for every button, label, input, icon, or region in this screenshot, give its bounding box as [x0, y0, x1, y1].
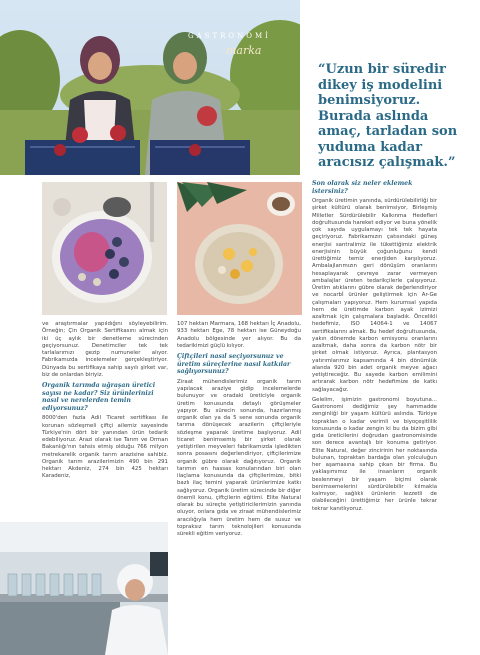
- middle-question-heading: Çiftçileri nasıl seçiyorsunuz ve üretim süreçlerine nasıl katkılar sağlıyorsunuz?: [177, 353, 291, 376]
- left-paragraph-2: 8000'den fazla Adil Ticaret sertifikası ile korunan sözleşmeli çiftçi ailemiz sayesinde Türkiye'nin dört bir yanından ürün tedarik edebiliyoruz. Arazi olarak ise Tarım ve Orman Bakanlığı'nın tahsis etmiş olduğu 766 milyon metrekarelik organik tarım arazisine sahibiz. Organik tarım arazilerimizin 490 bin 291 hektarı Akdeniz, 274 bin 425 hektarı Karadeniz,: [42, 415, 168, 480]
- factory-illustration: [0, 522, 168, 655]
- farmers-illustration: [0, 0, 300, 175]
- factory-photo: [0, 522, 168, 655]
- bowl-photo-yogurt: [177, 182, 302, 315]
- brand-title: GASTRONOMİ: [188, 32, 271, 40]
- left-column: [42, 321, 168, 481]
- hero-photo: [0, 0, 300, 175]
- right-paragraph-2: Gelelim, işimizin gastronomi boyutuna... Gastronomi dediğimiz şey hammadde zenginliği bir yaşam kültürü aslında. Türkiye topraklan o kadar verimli ve biyoçeşitlilik konusunda o kadar zengin ki bu da bizim gibi gıda üreticilerini doğrudan gastronomisinde son derece avantajlı bir konuma getiriyor. Elite Natural, değer zincirinin her noktasında bulunan, topraktan bardağa olan yolculuğun her aşamasına sahip çıkan bir firma. Bu yaklaşımımız ile insanların organik beslenmeyi bir yaşam biçimi olarak benimsemelerini sürdürülebilir kılmakla kalmıyor, sağlıklı ürünlerin lezzetli de olabileceğini ürettiğimiz her ürünle tekrar tekrar kanıtlıyoruz.: [312, 396, 437, 512]
- right-question-heading: Son olarak siz neler eklemek istersiniz?: [312, 180, 413, 195]
- left-question-heading: Organik tarımda uğraşan üretici sayısı ne kadar? Siz ürünlerinizi nasıl ve nerelerden temin ediyorsunuz?: [42, 382, 156, 412]
- pull-quote: “Uzun bir süredir dikey iş modelini benimsiyoruz. Burada aslında amaç, tarladan son yuduma kadar aracısız çalışmak.”: [318, 62, 458, 170]
- yogurt-bowl-illustration: [177, 182, 302, 315]
- middle-paragraph-2: Ziraat mühendislerimiz organik tarım yapılacak araziye gidip incelemelerde bulunuyor ve oradaki üreticiyle organik üretim konusunda detaylı görüşmeler yapıyor. Bu sürecin sonunda, hazırlanmış organik olan ya da 5 sene sonunda organik tarıma dönüşecek arazilerin çiftçileriyle sözleşme yaparak üretime başlıyoruz. Adil ticaret benimsemiş bir şirket olarak yetiştirilen meyveleri fabrikamızda işledikten sonra posasını değerlendiriyor, çiftçilerimize organik gübre olarak dağıtıyoruz. Organik tarımın en hassas konularından biri olan ilaçlama konusunda da çiftçilerimize, bitki bazlı ilaç temini yaparak ürünlerimize katkı sağlıyoruz. Organik üretim sürecinde bir diğer önemli konu, çiftçilerin eğitimi. Elite Natural olarak bu süreçte yetiştiricilerimizin yanında oluyor, onlara gıda ve ziraat mühendislerimiz aracılığıyla hem üretim hem de susuz ve topraksız tarım teknolojileri konusunda sürekli eğitim veriyoruz.: [177, 378, 301, 538]
- right-paragraph-1: Organik üretimin yanında, sürdürülebilirliği bir şirket kültürü olarak benimsiyor, Birleşmiş Milletler Sürdürülebilir Kalkınma Hedefleri doğrultusunda hareket ediyor ve buna yönelik çok sayıda uygulamayı tek tek hayata geçiriyoruz. Fabrikamızın çatısındaki güneş enerjisi santralimiz ile tükettiğimiz elektrik enerjisinin büyük çoğunluğunu kendi ürettiğimiz temiz enerjiden karşılıyoruz. Ambalajlarımızın geri dönüşüm oranlarını hesaplayarak çevreye zarar vermeyen ambalajlar üreten tedarikçilerle çalışıyoruz. Üretim atıklarını gübre olarak değerlendiriyor ve nocarbİ ürünler geliştirmek için Ar-Ge çalışmaları yapıyoruz. Hem kurumsal yapıda hem de üretimde karbon ayak izimizi azaltmak için çalışmalara başladık. Öncelikli hedefimiz, ISO 14064-1 ve 14067 sertifikalarını almak. Bu hedef doğrultusunda, yakın dönemde karbon emisyonu oranlarını azaltmak, daha sonra da karbon nötr bir şirket olmak istiyoruz. Ayrıca, plantasyon yatırımlarımız kapsamında 4 bin dönümlük alanda 920 bin adet organik meyve ağacı yetiştireceğiz. Bu sayede karbon emilimini artırarak karbon nötr hedefimize de katkı sağlayacağız.: [312, 198, 437, 393]
- right-column: [312, 180, 437, 513]
- brand-subtitle: marka: [226, 44, 262, 57]
- bowl-photo-chia: [42, 182, 167, 315]
- middle-column: [177, 321, 301, 538]
- chia-bowl-illustration: [42, 182, 167, 315]
- middle-paragraph-1: 107 hektarı Marmara, 168 hektarı İç Anadolu, 933 hektarı Ege, 78 hektarı ise Güneydoğu Anadolu bölgesinde yer alıyor. Bu da tedarikimizi güçlü kılıyor.: [177, 321, 301, 349]
- left-paragraph-1: ve araştırmalar yapıldığını söyleyebilirim. Örneğin; Çin Organik Sertifikasını almak için iki üç aylık bir denetleme sürecinden geçiyorsunuz. Denetimciler tek tek tarlalarımızı gezip numuneler alıyor. Fabrikamızda incelemeler gerçekleştiriyor. Dünyada bu sertifikaya sahip sayılı şirket var, biz de onlardan biriyiz.: [42, 321, 168, 378]
